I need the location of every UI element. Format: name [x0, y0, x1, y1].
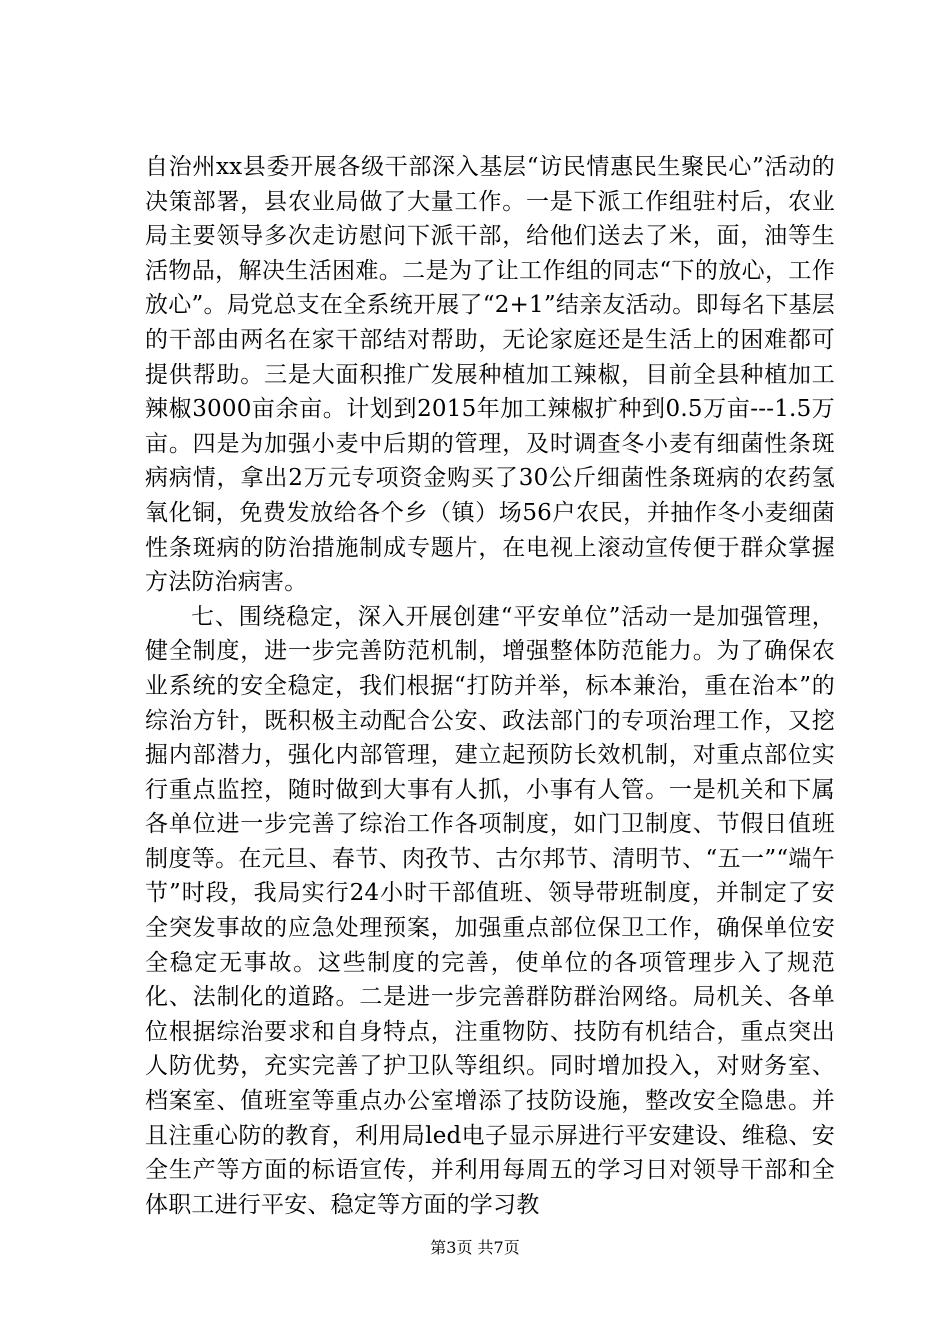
- page-footer: 第3页 共7页: [430, 1238, 520, 1257]
- body-paragraph-2: 七、围绕稳定，深入开展创建“平安单位”活动一是加强管理，健全制度，进一步完善防范机制，增强整体防范能力。为了确保农业系统的安全稳定，我们根据“打防并举，标本兼治，重在治本”的综治方针，既积极主动配合公安、政法部门的专项治理工作，又挖掘内部潜力，强化内部管理，建立起预防长效机制，对重点部位实行重点监控，随时做到大事有人抓，小事有人管。一是机关和下属各单位进一步完善了综治工作各项制度，如门卫制度、节假日值班制度等。在元旦、春节、肉孜节、古尔邦节、清明节、“五一”“端午节”时段，我局实行24小时干部值班、领导带班制度，并制定了安全突发事故的应急处理预案，加强重点部位保卫工作，确保单位安全稳定无事故。这些制度的完善，使单位的各项管理步入了规范化、法制化的道路。二是进一步完善群防群治网络。局机关、各单位根据综治要求和自身特点，注重物防、技防有机结合，重点突出人防优势，充实完善了护卫队等组织。同时增加投入，对财务室、档案室、值班室等重点办公室增添了技防设施，整改安全隐患。并且注重心防的教育，利用局led电子显示屏进行平安建设、维稳、安全生产等方面的标语宣传，并利用每周五的学习日对领导干部和全体职工进行平安、稳定等方面的学习教: [145, 603, 835, 1218]
- document-body: [145, 150, 835, 1222]
- body-paragraph-1: 自治州xx县委开展各级干部深入基层“访民情惠民生聚民心”活动的决策部署，县农业局做了大量工作。一是下派工作组驻村后，农业局主要领导多次走访慰问下派干部，给他们送去了米，面，油等生活物品，解决生活困难。二是为了让工作组的同志“下的放心，工作放心”。局党总支在全系统开展了“2+1”结亲友活动。即每名下基层的干部由两名在家干部结对帮助，无论家庭还是生活上的困难都可提供帮助。三是大面积推广发展种植加工辣椒，目前全县种植加工辣椒3000亩余亩。计划到2015年加工辣椒扩种到0.5万亩---1.5万亩。四是为加强小麦中后期的管理，及时调查冬小麦有细菌性条斑病病情，拿出2万元专项资金购买了30公斤细菌性条斑病的农药氢氧化铜，免费发放给各个乡（镇）场56户农民，并抽作冬小麦细菌性条斑病的防治措施制成专题片，在电视上滚动宣传便于群众掌握方法防治病害。: [145, 154, 835, 596]
